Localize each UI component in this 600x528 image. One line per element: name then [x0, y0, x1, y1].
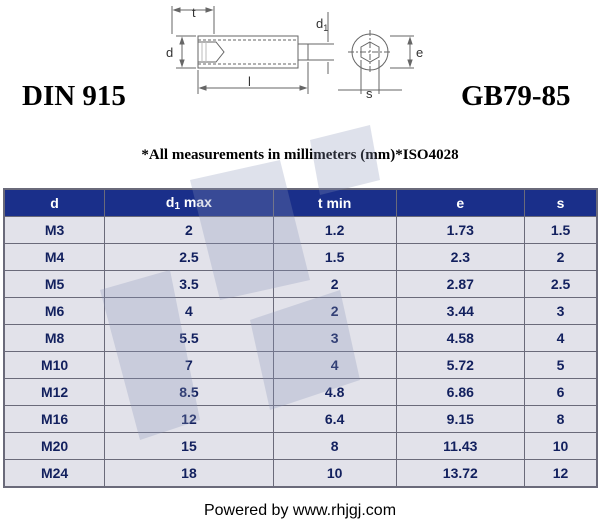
cell-d: M10 — [5, 352, 104, 378]
screw-technical-drawing — [158, 2, 428, 98]
footer-credit: Powered by www.rhjgj.com — [203, 502, 397, 519]
cell-d: M24 — [5, 460, 104, 486]
cell-d: M12 — [5, 379, 104, 405]
label-l: l — [248, 74, 251, 89]
cell-d1-max: 8.5 — [105, 379, 273, 405]
cell-s: 10 — [525, 433, 596, 459]
cell-d1-max: 5.5 — [105, 325, 273, 351]
table-header-row — [5, 190, 596, 216]
cell-s: 1.5 — [525, 217, 596, 243]
table-row — [5, 217, 596, 243]
cell-t-min: 1.2 — [274, 217, 396, 243]
screw-side-view — [172, 6, 334, 94]
cell-d1-max: 12 — [105, 406, 273, 432]
header-s: s — [525, 190, 596, 216]
header-d: d — [5, 190, 104, 216]
cell-d: M20 — [5, 433, 104, 459]
cell-d: M4 — [5, 244, 104, 270]
table-body — [5, 217, 596, 486]
dimensions-table — [3, 188, 598, 488]
cell-s: 6 — [525, 379, 596, 405]
cell-t-min: 2 — [274, 298, 396, 324]
cell-e: 3.44 — [397, 298, 525, 324]
cell-d: M16 — [5, 406, 104, 432]
header-d1-max: $d_1$ max — [105, 190, 273, 216]
cell-s: 8 — [525, 406, 596, 432]
label-e: e — [416, 45, 424, 60]
cell-s: 2 — [525, 244, 596, 270]
cell-t-min: 2 — [274, 271, 396, 297]
table-row — [5, 244, 596, 270]
table-row — [5, 379, 596, 405]
cell-e: 13.72 — [397, 460, 525, 486]
cell-d1-max: 2.5 — [105, 244, 273, 270]
measurement-note: *All measurements in millimeters (mm)*ISO4028 — [141, 147, 459, 163]
cell-s: 2.5 — [525, 271, 596, 297]
cell-d: M8 — [5, 325, 104, 351]
cell-s: 12 — [525, 460, 596, 486]
cell-e: 2.3 — [397, 244, 525, 270]
standard-gb: GB79-85 — [461, 80, 571, 112]
table-row — [5, 460, 596, 486]
cell-e: 1.73 — [397, 217, 525, 243]
cell-t-min: 8 — [274, 433, 396, 459]
table-row — [5, 298, 596, 324]
label-d: d — [166, 45, 174, 60]
label-s: s — [366, 86, 373, 98]
table-row — [5, 325, 596, 351]
cell-t-min: 3 — [274, 325, 396, 351]
screw-end-view — [338, 30, 414, 94]
cell-d: M5 — [5, 271, 104, 297]
table-row — [5, 433, 596, 459]
table-row — [5, 406, 596, 432]
cell-t-min: 6.4 — [274, 406, 396, 432]
cell-d1-max: 4 — [105, 298, 273, 324]
cell-t-min: 10 — [274, 460, 396, 486]
cell-t-min: 1.5 — [274, 244, 396, 270]
header-e: e — [397, 190, 525, 216]
cell-e: 6.86 — [397, 379, 525, 405]
cell-d1-max: 2 — [105, 217, 273, 243]
cell-d: M3 — [5, 217, 104, 243]
cell-d1-max: 18 — [105, 460, 273, 486]
header-t-min: t min — [274, 190, 396, 216]
cell-t-min: 4 — [274, 352, 396, 378]
label-d1: $d_1$ — [316, 16, 329, 33]
cell-d1-max: 7 — [105, 352, 273, 378]
cell-d1-max: 3.5 — [105, 271, 273, 297]
cell-e: 5.72 — [397, 352, 525, 378]
cell-e: 4.58 — [397, 325, 525, 351]
cell-d: M6 — [5, 298, 104, 324]
cell-d1-max: 15 — [105, 433, 273, 459]
table-row — [5, 352, 596, 378]
cell-e: 9.15 — [397, 406, 525, 432]
cell-s: 5 — [525, 352, 596, 378]
label-t: t — [192, 5, 196, 20]
cell-t-min: 4.8 — [274, 379, 396, 405]
table-row — [5, 271, 596, 297]
cell-e: 2.87 — [397, 271, 525, 297]
cell-e: 11.43 — [397, 433, 525, 459]
standard-din: DIN 915 — [22, 80, 126, 112]
cell-s: 4 — [525, 325, 596, 351]
cell-s: 3 — [525, 298, 596, 324]
